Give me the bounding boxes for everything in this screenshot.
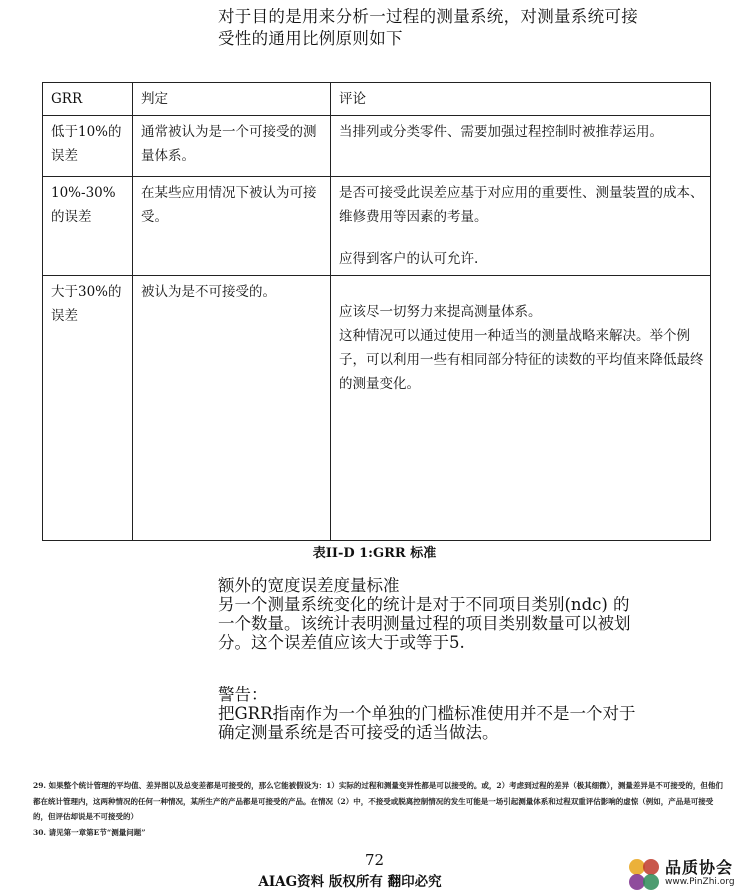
logo-url: www.PinZhi.org xyxy=(665,877,735,887)
grr-range-cell: 大于30%的误差 xyxy=(43,276,133,541)
pinzhi-logo xyxy=(625,855,747,895)
comment-cell xyxy=(331,276,711,541)
judgement-cell: 在某些应用情况下被认为可接受。 xyxy=(133,177,331,276)
page-number: 72 xyxy=(364,851,385,869)
comment-note: 这种情况可以通过使用一种适当的测量战略来解决。举个例子，可以利用一些有相同部分特征的读数的平均值来降低最终的测量变化。 xyxy=(339,328,704,392)
judgement-cell: 被认为是不可接受的。 xyxy=(133,276,331,541)
comment-text: 是否可接受此误差应基于对应用的重要性、测量装置的成本、维修费用等因素的考量。 xyxy=(339,185,704,225)
table-row xyxy=(43,276,711,541)
copyright-notice: AIAG资料 版权所有 翻印必究 xyxy=(258,874,442,890)
table-row xyxy=(43,177,711,276)
comment-text: 当排列或分类零件、需要加强过程控制时被推荐运用。 xyxy=(339,124,663,140)
logo-pinwheel-icon xyxy=(625,857,663,893)
comment-text: 应该尽一切努力来提高测量体系。 xyxy=(339,304,542,320)
logo-name: 品质协会 xyxy=(665,858,734,877)
table-row xyxy=(43,116,711,177)
judgement-cell: 通常被认为是一个可接受的测量体系。 xyxy=(133,116,331,177)
footnotes xyxy=(33,778,723,840)
header-judgement: 判定 xyxy=(133,83,331,116)
warning-title: 警告： xyxy=(218,685,268,704)
header-comment: 评论 xyxy=(331,83,711,116)
table-header-row xyxy=(43,83,711,116)
intro-line-2: 受性的通用比例原则如下 xyxy=(218,29,403,48)
grr-criteria-table xyxy=(42,82,711,541)
comment-cell xyxy=(331,116,711,177)
grr-range-cell: 10%-30%的误差 xyxy=(43,177,133,276)
warning-body: 把GRR指南作为一个单独的门槛标准使用并不是一个对于确定测量系统是否可接受的适当做法。 xyxy=(218,704,636,742)
footnote-30: 30. 请见第一章第E节“测量问题” xyxy=(33,827,146,837)
comment-cell xyxy=(331,177,711,276)
grr-range-cell: 低于10%的误差 xyxy=(43,116,133,177)
ndc-section xyxy=(218,576,638,652)
section-title: 额外的宽度误差度量标准 xyxy=(218,576,400,595)
warning-section xyxy=(218,685,638,742)
table-caption: 表II-D 1:GRR 标准 xyxy=(312,546,437,561)
intro-paragraph xyxy=(218,6,638,50)
intro-line-1: 对于目的是用来分析一过程的测量系统，对测量系统可接 xyxy=(218,7,638,26)
footnote-29: 29. 如果整个统计管理的平均值、差异图以及总变差都是可接受的，那么它能被假设为：1）实际的过程和测量变异性都是可以接受的。或，2）考虑到过程的差异（极其细微），测量差异是不可接受的，但他们都在统计管理内，这两种情况的任何一种情况，某所生产的产品都是可接受的产品。在情况（2）中，不接受或脱离控制情况的发生可能是一场引起测量体系和过程双重评估影响的虚惊（例如，产品是可接受的，但评估却说是不可接受的） xyxy=(33,781,723,821)
comment-note: 应得到客户的认可允许. xyxy=(339,251,479,267)
header-grr: GRR xyxy=(43,83,133,116)
section-body: 另一个测量系统变化的统计是对于不同项目类别(ndc) 的一个数量。该统计表明测量过程的项目类别数量可以被划分。这个误差值应该大于或等于5. xyxy=(218,595,631,652)
